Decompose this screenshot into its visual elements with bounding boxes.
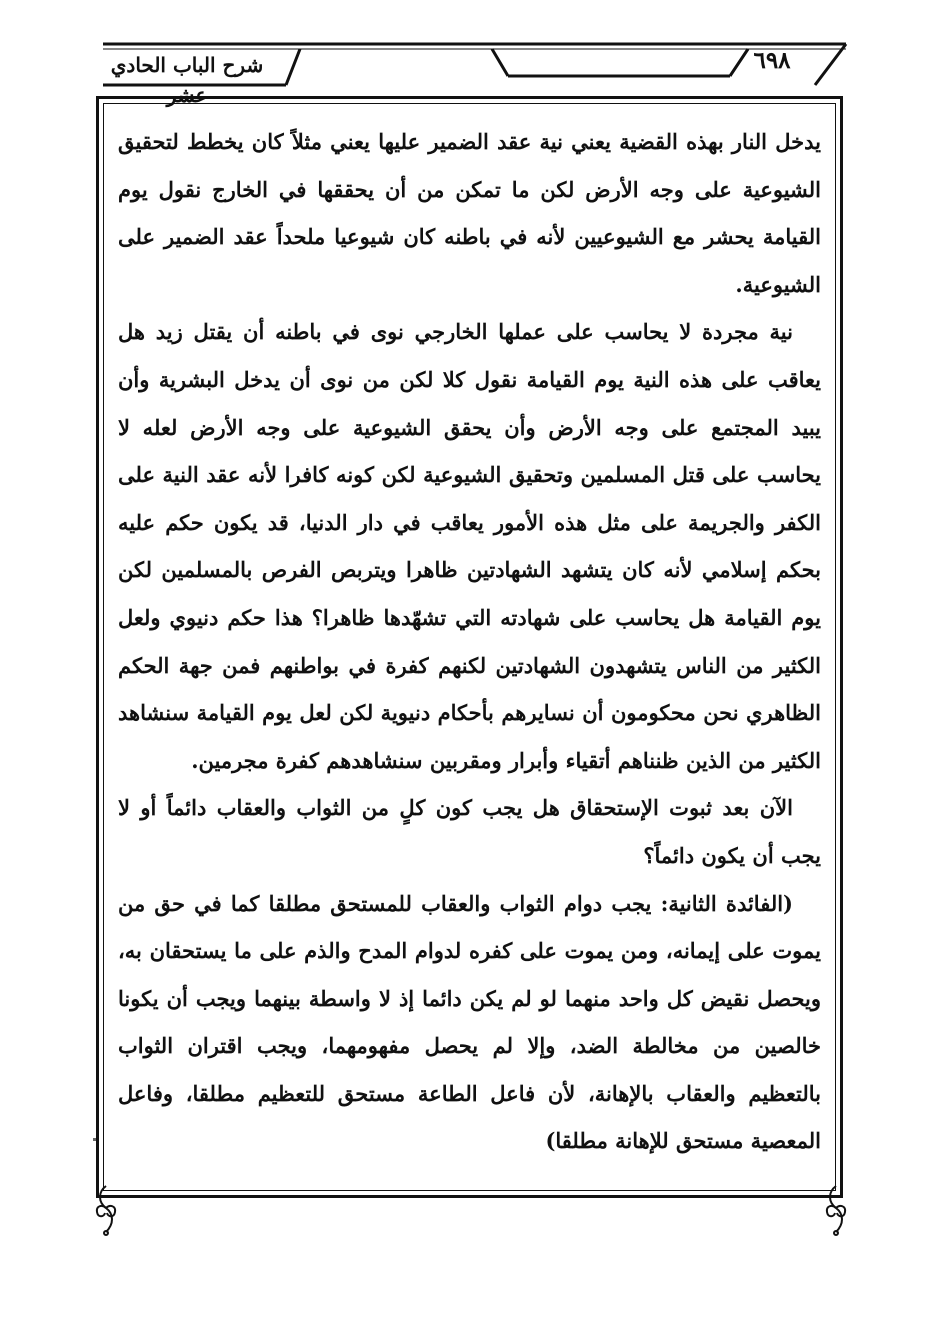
page-number: ٦٩٨: [753, 47, 791, 74]
running-title: شرح الباب الحادي عشر: [110, 53, 264, 107]
paragraph-1: يدخل النار بهذه القضية يعني نية عقد الضمير عليها يعني مثلاً كان يخطط لتحقيق الشيوعية على وجه الأرض لكن ما تمكن من أن يحققها في الخارج نقول يوم القيامة يحشر مع الشيوعيين لأنه في باطنه كان شيوعيا ملحداً عقد الضمير على الشيوعية.: [118, 129, 821, 297]
corner-flourish-right-icon: [822, 1184, 850, 1236]
page-header: [0, 0, 939, 107]
paragraph-3: الآن بعد ثبوت الإستحقاق هل يجب كون كلٍ من الثواب والعقاب دائماً أو لا يجب أن يكون دائماً؟: [118, 795, 821, 868]
body-text: [118, 118, 821, 1165]
paragraph-2: نية مجردة لا يحاسب على عملها الخارجي نوى في باطنه أن يقتل زيد هل يعاقب على هذه النية يوم القيامة نقول كلا لكن من نوى أن يدخل البشرية وأن يبيد المجتمع على وجه الأرض وأن يحقق الشيوعية على وجه الأرض لعله لا يحاسب على قتل المسلمين وتحقيق الشيوعية لكن كونه كافرا لأنه عقد النية على الكفر والجريمة على مثل هذه الأمور يعاقب في دار الدنيا، قد يكون حكم عليه بحكم إسلامي لأنه كان يتشهد الشهادتين ظاهرا ويتربص الفرص بالمسلمين لكن يوم القيامة هل يحاسب على شهادته التي تشهّدها ظاهرا؟ هذا حكم دنيوي ولعل الكثير من الناس يتشهدون الشهادتين لكنهم كفرة في بواطنهم فمن جهة الحكم الظاهري نحن محكومون أن نسايرهم بأحكام دنيوية لكن لعل يوم القيامة سنشاهد الكثير من الذين ظنناهم أتقياء وأبرار ومقربين سنشاهدهم كفرة مجرمين.: [118, 319, 821, 773]
paragraph-4: (الفائدة الثانية: يجب دوام الثواب والعقاب للمستحق مطلقا كما في حق من يموت على إيمانه، ومن يموت على كفره لدوام المدح والذم على ما يستحقان به، ويحصل نقيض كل واحد منهما لو لم يكن دائما إذ لا واسطة بينهما ويجب أن يكونا خالصين من مخالطة الضد، وإلا لم يحصل مفهومهما، ويجب اقتران الثواب بالتعظيم والعقاب بالإهانة، لأن فاعل الطاعة مستحق للتعظيم مطلقا، وفاعل المعصية مستحق للإهانة مطلقا): [118, 890, 821, 1154]
corner-flourish-left-icon: [92, 1184, 120, 1236]
scan-speck: [93, 1138, 96, 1141]
